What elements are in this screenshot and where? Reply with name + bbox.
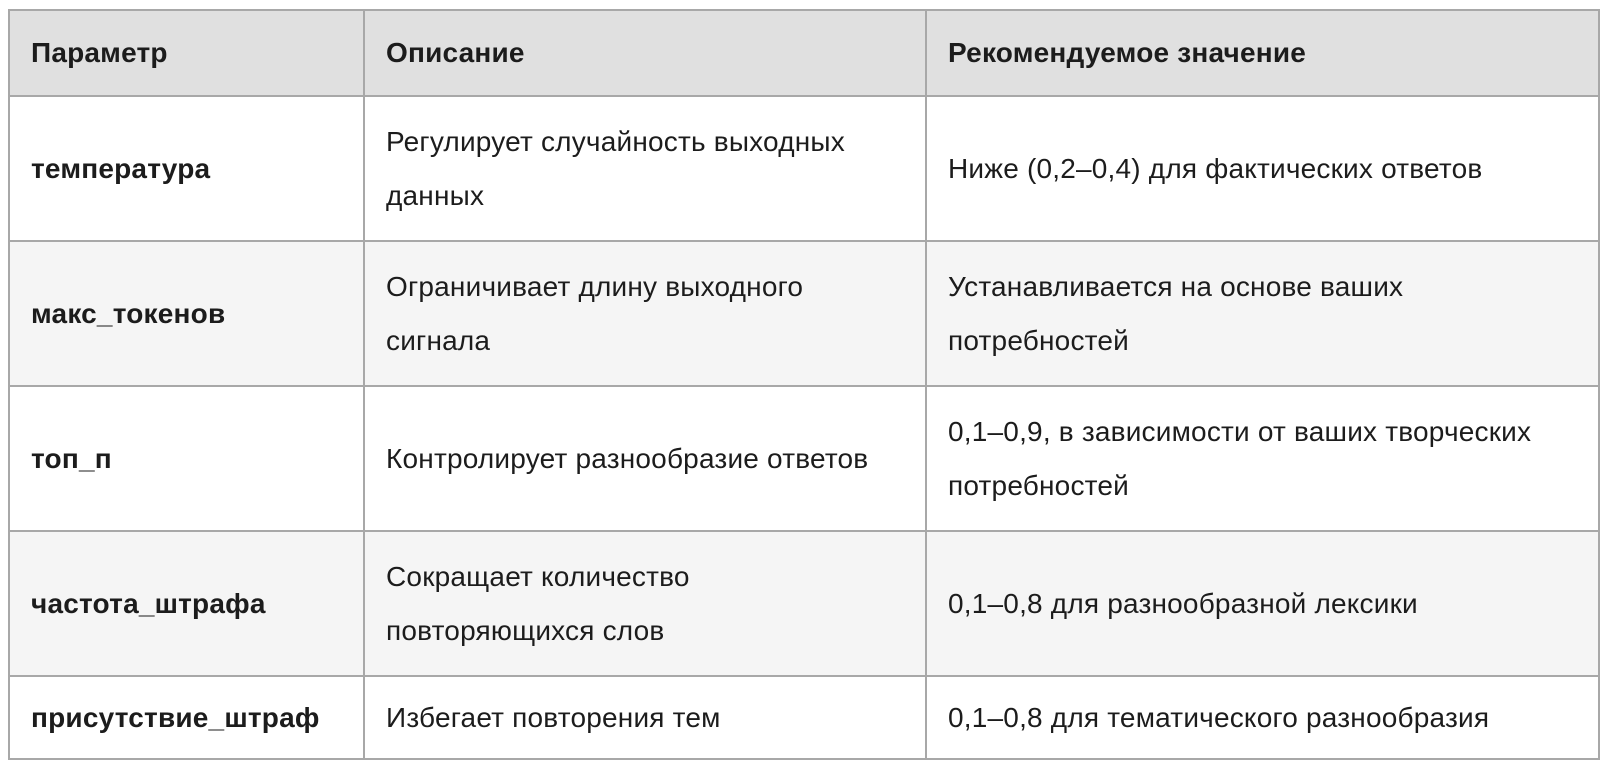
cell-description: Контролирует разнообразие ответов [364, 386, 926, 531]
table-body [9, 96, 1599, 759]
table-row [9, 241, 1599, 386]
cell-parameter: присутствие_штраф [9, 676, 364, 759]
cell-recommended-value: 0,1–0,8 для тематического разнообразия [926, 676, 1599, 759]
cell-parameter: температура [9, 96, 364, 241]
cell-recommended-value: 0,1–0,9, в зависимости от ваших творческих потребностей [926, 386, 1599, 531]
table-row [9, 531, 1599, 676]
cell-description: Регулирует случайность выходных данных [364, 96, 926, 241]
cell-description: Сокращает количество повторяющихся слов [364, 531, 926, 676]
cell-recommended-value: 0,1–0,8 для разнообразной лексики [926, 531, 1599, 676]
header-row [9, 10, 1599, 96]
table-row [9, 386, 1599, 531]
table-header [9, 10, 1599, 96]
cell-description: Ограничивает длину выходного сигнала [364, 241, 926, 386]
cell-recommended-value: Ниже (0,2–0,4) для фактических ответов [926, 96, 1599, 241]
cell-parameter: частота_штрафа [9, 531, 364, 676]
cell-description: Избегает повторения тем [364, 676, 926, 759]
table-row [9, 96, 1599, 241]
cell-recommended-value: Устанавливается на основе ваших потребностей [926, 241, 1599, 386]
column-header-description: Описание [364, 10, 926, 96]
table-row [9, 676, 1599, 759]
cell-parameter: топ_п [9, 386, 364, 531]
column-header-parameter: Параметр [9, 10, 364, 96]
column-header-recommended-value: Рекомендуемое значение [926, 10, 1599, 96]
parameters-table [8, 9, 1600, 760]
cell-parameter: макс_токенов [9, 241, 364, 386]
